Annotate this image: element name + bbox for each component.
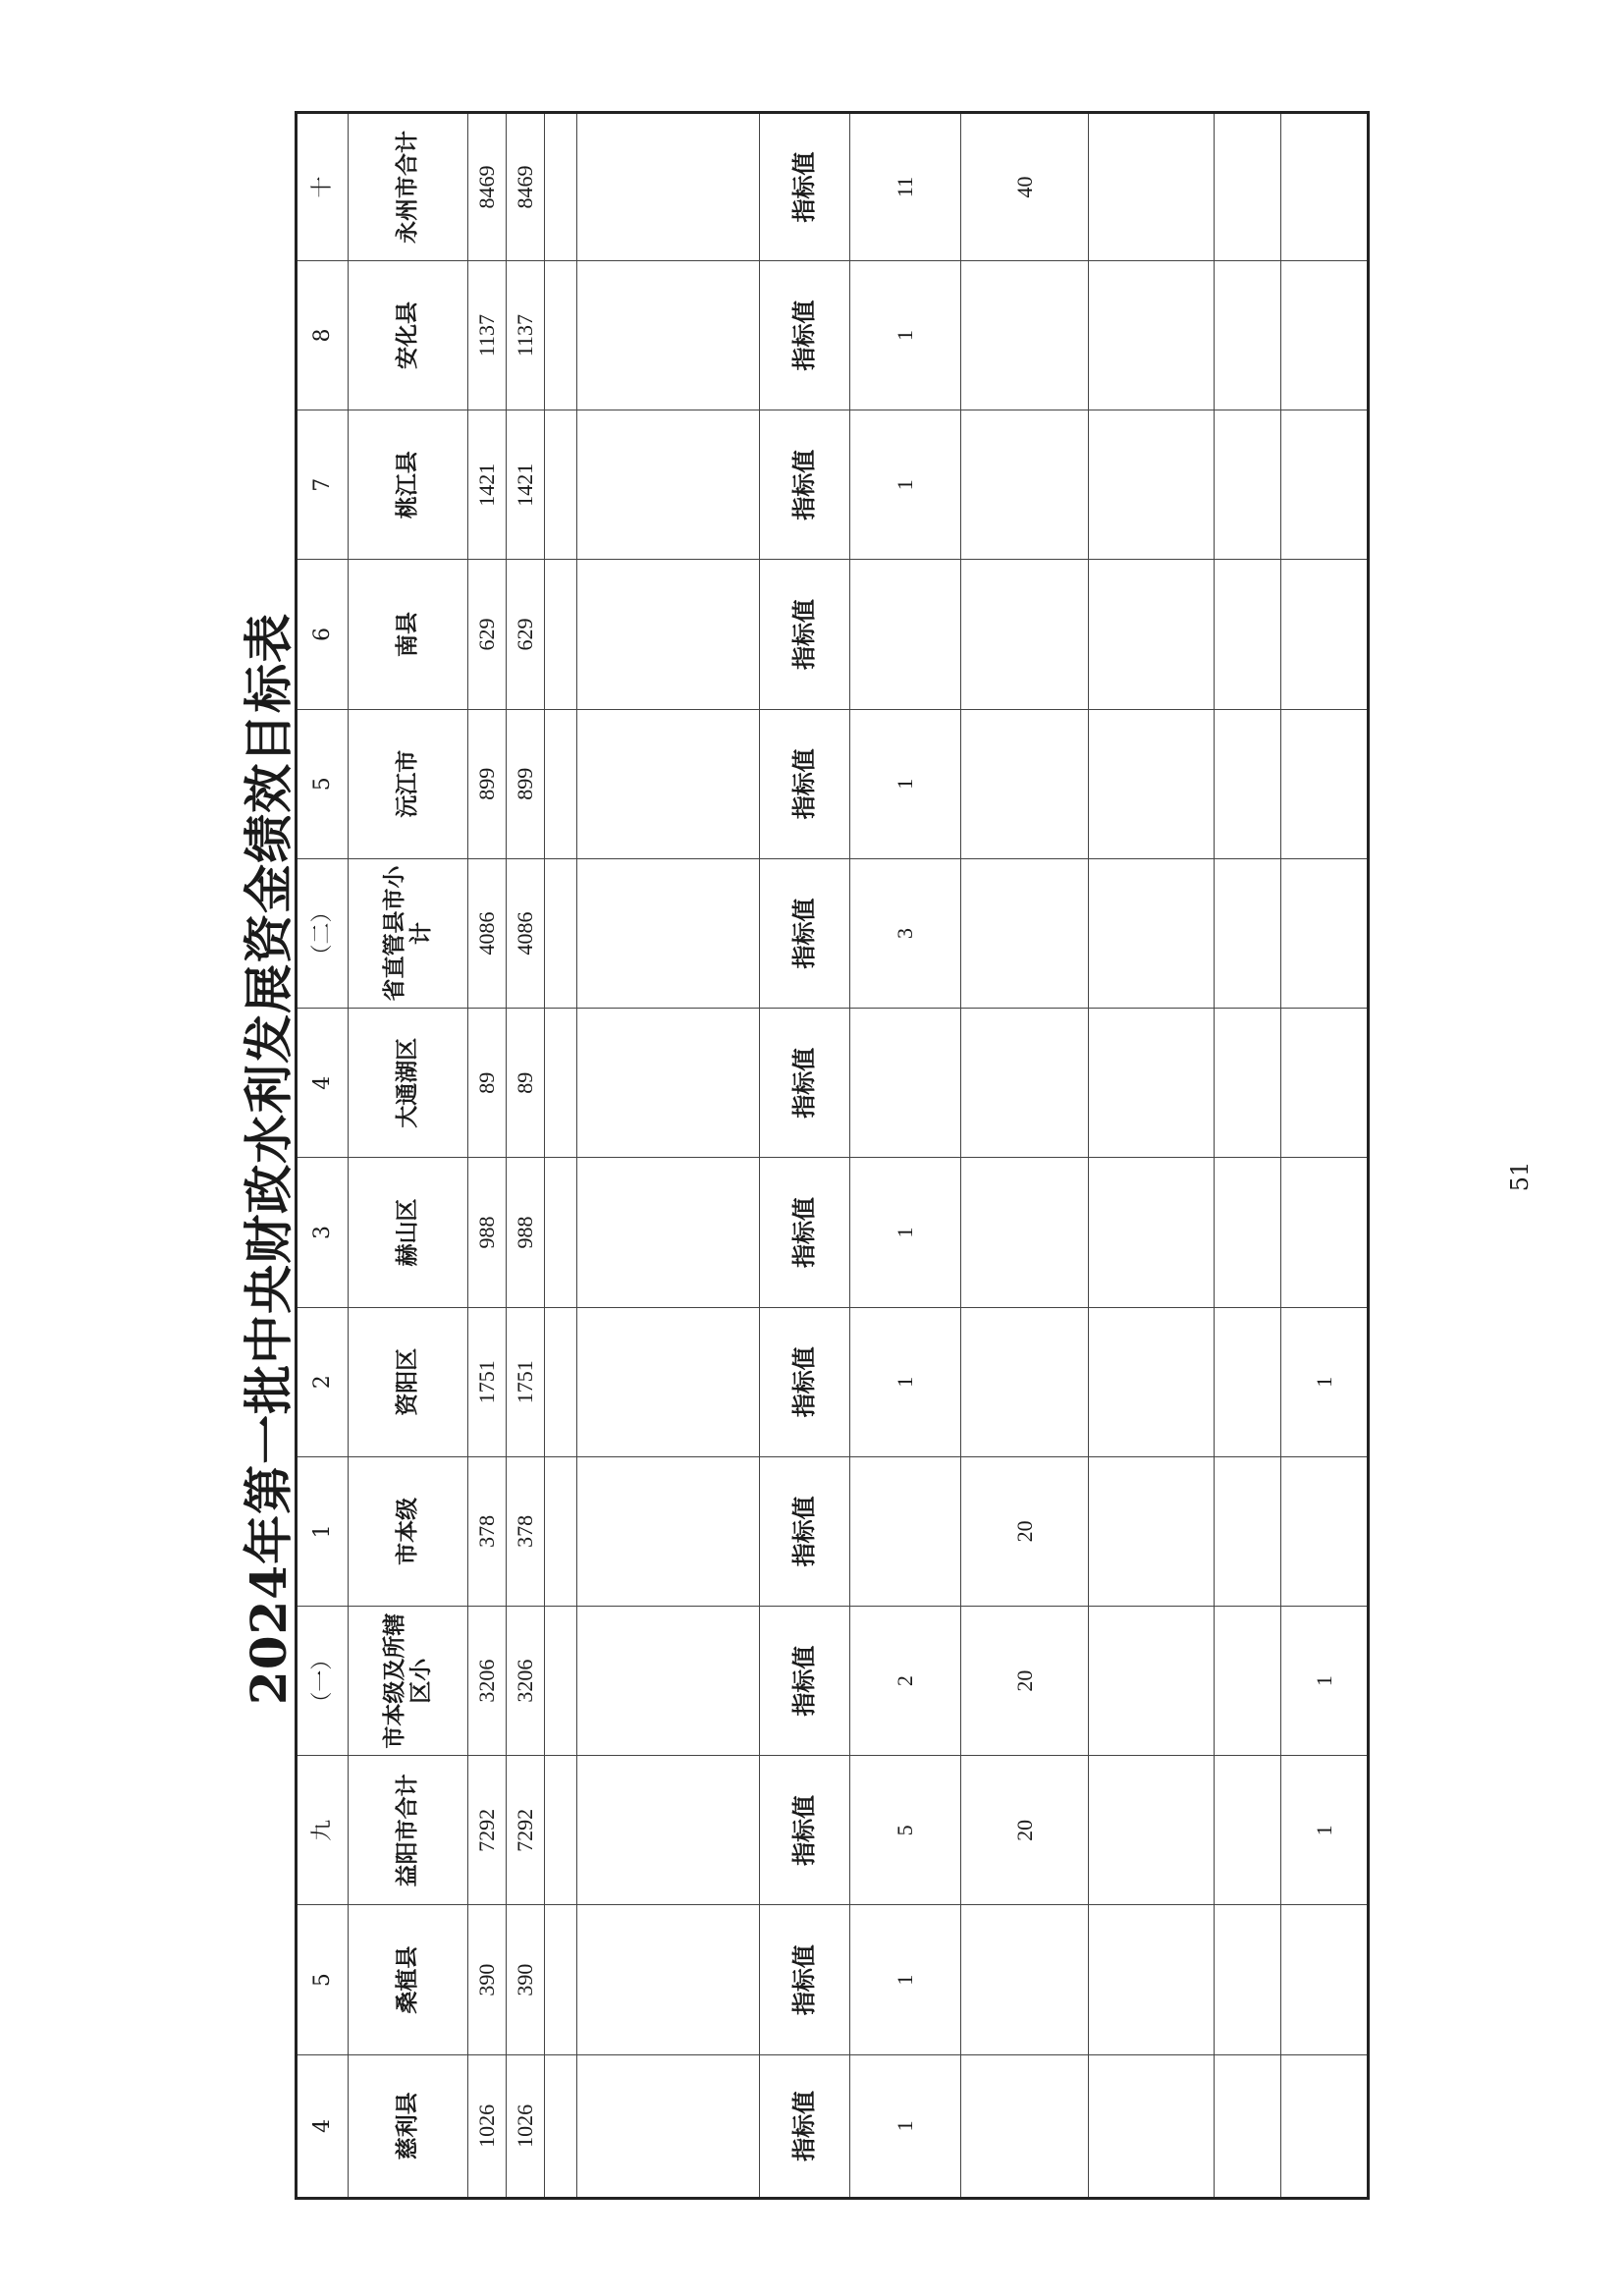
name-cell: 慈利县 [349,2054,468,2198]
target-3-cell [1089,2054,1214,2198]
amount-b-cell: 8469 [506,113,544,261]
spacer-cell [544,1756,576,1905]
indicator-label-cell: 指标值 [760,858,850,1008]
amount-a-cell: 7292 [467,1756,506,1905]
blank-cell [576,113,760,261]
amount-a-cell: 899 [467,709,506,858]
target-3-cell [1089,1905,1214,2054]
target-2-cell: 40 [960,113,1088,261]
target-4-cell [1214,560,1280,709]
target-2-cell [960,2054,1088,2198]
target-5-cell [1280,1158,1368,1307]
blank-cell [576,858,760,1008]
blank-cell [576,1456,760,1606]
target-5-cell [1280,858,1368,1008]
target-5-cell [1280,410,1368,560]
amount-b-cell: 378 [506,1456,544,1606]
spacer-cell [544,1607,576,1756]
indicator-label-cell: 指标值 [760,410,850,560]
target-row-4 [1214,113,1280,2199]
target-3-cell [1089,1158,1214,1307]
index-cell: 5 [297,1905,349,2054]
target-3-cell [1089,1456,1214,1606]
amount-b-cell: 1421 [506,410,544,560]
amount-b-cell: 89 [506,1009,544,1158]
target-1-cell: 1 [850,2054,961,2198]
target-1-cell: 1 [850,1307,961,1456]
blank-cell [576,1009,760,1158]
amount-a-cell: 629 [467,560,506,709]
blank-cell [576,1158,760,1307]
target-1-cell [850,1456,961,1606]
spacer-cell [544,560,576,709]
target-row-1 [850,113,961,2199]
target-row-2 [960,113,1088,2199]
target-4-cell [1214,1009,1280,1158]
target-2-cell [960,709,1088,858]
indicator-label-cell: 指标值 [760,2054,850,2198]
index-cell: 3 [297,1158,349,1307]
target-4-cell [1214,2054,1280,2198]
target-4-cell [1214,1307,1280,1456]
amount-a-cell: 390 [467,1905,506,2054]
index-cell: 2 [297,1307,349,1456]
target-3-cell [1089,560,1214,709]
indicator-label-cell: 指标值 [760,709,850,858]
name-cell: 市本级 [349,1456,468,1606]
spacer-cell [544,709,576,858]
spacer-cell [544,1905,576,2054]
index-cell: 4 [297,1009,349,1158]
target-2-cell [960,560,1088,709]
name-row [349,113,468,2199]
blank-cell [576,410,760,560]
target-4-cell [1214,1158,1280,1307]
amount-a-cell: 1751 [467,1307,506,1456]
amount-row-a [467,113,506,2199]
name-cell: 沅江市 [349,709,468,858]
amount-b-cell: 899 [506,709,544,858]
amount-b-cell: 390 [506,1905,544,2054]
index-cell: 6 [297,560,349,709]
target-4-cell [1214,1905,1280,2054]
index-row [297,113,349,2199]
target-4-cell [1214,1456,1280,1606]
spacer-cell [544,858,576,1008]
blank-cell [576,1607,760,1756]
target-1-cell: 5 [850,1756,961,1905]
index-cell: 8 [297,260,349,410]
blank-cell [576,709,760,858]
index-cell: 1 [297,1456,349,1606]
target-2-cell [960,858,1088,1008]
target-5-cell [1280,1009,1368,1158]
indicator-label-cell: 指标值 [760,560,850,709]
spacer-cell [544,1307,576,1456]
target-3-cell [1089,1607,1214,1756]
amount-a-cell: 1026 [467,2054,506,2198]
target-1-cell: 2 [850,1607,961,1756]
target-4-cell [1214,410,1280,560]
name-cell: 益阳市合计 [349,1756,468,1905]
spacer-cell [544,2054,576,2198]
target-2-cell [960,1905,1088,2054]
target-2-cell: 20 [960,1607,1088,1756]
spacer-cell [544,1009,576,1158]
target-4-cell [1214,113,1280,261]
target-5-cell [1280,2054,1368,2198]
blank-cell [576,1905,760,2054]
amount-a-cell: 8469 [467,113,506,261]
name-cell: 省直管县市小计 [349,858,468,1008]
index-cell: 5 [297,709,349,858]
spacer-row [544,113,576,2199]
index-cell: 九 [297,1756,349,1905]
performance-target-table [295,111,1370,2200]
amount-a-cell: 4086 [467,858,506,1008]
amount-b-cell: 3206 [506,1607,544,1756]
target-row-5 [1280,113,1368,2199]
blank-row [576,113,760,2199]
target-1-cell: 1 [850,709,961,858]
indicator-label-row [760,113,850,2199]
amount-a-cell: 1137 [467,260,506,410]
target-2-cell [960,1307,1088,1456]
indicator-label-cell: 指标值 [760,1158,850,1307]
target-2-cell [960,410,1088,560]
target-3-cell [1089,113,1214,261]
page-number-text: 51 [1506,1161,1534,1192]
indicator-label-cell: 指标值 [760,1756,850,1905]
target-4-cell [1214,1756,1280,1905]
page-title-text: 2024年第一批中央财政水利发展资金绩效目标表 [240,612,298,1706]
name-cell: 永州市合计 [349,113,468,261]
spacer-cell [544,260,576,410]
target-5-cell: 1 [1280,1607,1368,1756]
target-4-cell [1214,1607,1280,1756]
target-3-cell [1089,709,1214,858]
target-1-cell: 1 [850,260,961,410]
target-2-cell: 20 [960,1456,1088,1606]
amount-b-cell: 1026 [506,2054,544,2198]
target-3-cell [1089,1009,1214,1158]
blank-cell [576,1307,760,1456]
name-cell: 赫山区 [349,1158,468,1307]
target-1-cell [850,560,961,709]
target-4-cell [1214,709,1280,858]
name-cell: 桃江县 [349,410,468,560]
target-2-cell: 20 [960,1756,1088,1905]
target-1-cell: 3 [850,858,961,1008]
indicator-label-cell: 指标值 [760,1009,850,1158]
target-2-cell [960,1009,1088,1158]
target-2-cell [960,260,1088,410]
name-cell: 资阳区 [349,1307,468,1456]
target-5-cell: 1 [1280,1307,1368,1456]
target-3-cell [1089,1307,1214,1456]
amount-b-cell: 988 [506,1158,544,1307]
indicator-label-cell: 指标值 [760,1607,850,1756]
target-5-cell [1280,709,1368,858]
target-5-cell: 1 [1280,1756,1368,1905]
target-2-cell [960,1158,1088,1307]
index-cell: （二） [297,858,349,1008]
performance-table-container [295,111,1370,2200]
blank-cell [576,2054,760,2198]
name-cell: 南县 [349,560,468,709]
amount-b-cell: 4086 [506,858,544,1008]
target-1-cell: 1 [850,1158,961,1307]
target-3-cell [1089,410,1214,560]
blank-cell [576,560,760,709]
target-1-cell: 1 [850,410,961,560]
index-cell: （一） [297,1607,349,1756]
name-cell: 桑植县 [349,1905,468,2054]
target-1-cell [850,1009,961,1158]
target-3-cell [1089,260,1214,410]
target-5-cell [1280,560,1368,709]
indicator-label-cell: 指标值 [760,113,850,261]
amount-a-cell: 89 [467,1009,506,1158]
target-1-cell: 1 [850,1905,961,2054]
index-cell: 十 [297,113,349,261]
amount-b-cell: 629 [506,560,544,709]
blank-cell [576,260,760,410]
spacer-cell [544,410,576,560]
target-5-cell [1280,1905,1368,2054]
target-3-cell [1089,1756,1214,1905]
name-cell: 大通湖区 [349,1009,468,1158]
amount-a-cell: 3206 [467,1607,506,1756]
index-cell: 4 [297,2054,349,2198]
amount-b-cell: 1137 [506,260,544,410]
target-4-cell [1214,858,1280,1008]
indicator-label-cell: 指标值 [760,1307,850,1456]
name-cell: 市本级及所辖区小 [349,1607,468,1756]
target-1-cell: 11 [850,113,961,261]
amount-a-cell: 378 [467,1456,506,1606]
page-number [1506,1161,1534,1192]
index-cell: 7 [297,410,349,560]
target-5-cell [1280,1456,1368,1606]
indicator-label-cell: 指标值 [760,260,850,410]
target-row-3 [1089,113,1214,2199]
indicator-label-cell: 指标值 [760,1905,850,2054]
amount-a-cell: 1421 [467,410,506,560]
target-4-cell [1214,260,1280,410]
spacer-cell [544,1158,576,1307]
spacer-cell [544,113,576,261]
indicator-label-cell: 指标值 [760,1456,850,1606]
amount-b-cell: 1751 [506,1307,544,1456]
target-5-cell [1280,113,1368,261]
amount-a-cell: 988 [467,1158,506,1307]
target-3-cell [1089,858,1214,1008]
amount-row-b [506,113,544,2199]
blank-cell [576,1756,760,1905]
amount-b-cell: 7292 [506,1756,544,1905]
target-5-cell [1280,260,1368,410]
name-cell: 安化县 [349,260,468,410]
spacer-cell [544,1456,576,1606]
